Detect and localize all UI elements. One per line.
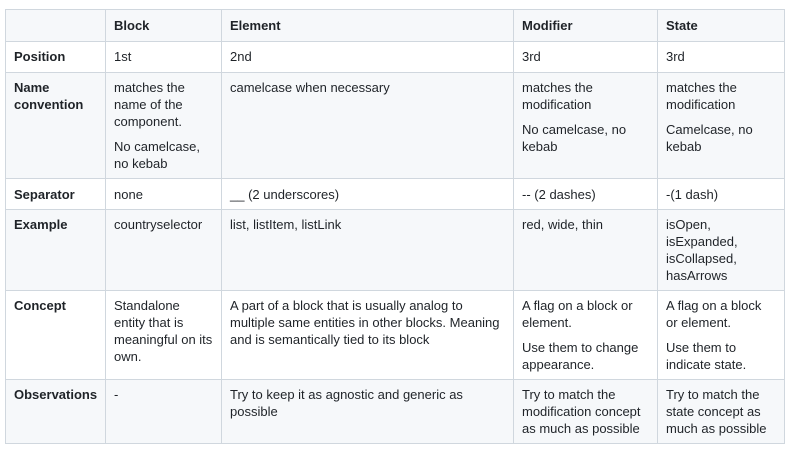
cell-example-state — [658, 210, 785, 291]
cell-observations-modifier — [514, 380, 658, 444]
header-cell-element: Element — [222, 10, 514, 42]
cell-text: A flag on a block or element. — [666, 298, 762, 330]
cell-text: No camelcase, no kebab — [114, 139, 200, 171]
table-row-concept — [6, 291, 785, 380]
cell-name-convention-modifier — [514, 73, 658, 179]
table-row-example — [6, 210, 785, 291]
cell-text: __ (2 underscores) — [230, 187, 340, 202]
table-row-separator — [6, 179, 785, 210]
cell-text: 3rd — [522, 49, 541, 64]
cell-text: No camelcase, no kebab — [522, 122, 627, 154]
row-label-observations: Observations — [6, 380, 106, 444]
cell-observations-state — [658, 380, 785, 444]
cell-text: Try to match the state concept as much as possible — [666, 387, 767, 436]
cell-text: matches the modification — [522, 80, 593, 112]
row-label-concept: Concept — [6, 291, 106, 380]
cell-separator-modifier — [514, 179, 658, 210]
cell-text: none — [114, 187, 143, 202]
cell-separator-block — [106, 179, 222, 210]
cell-position-element — [222, 42, 514, 73]
row-label-name-convention: Name convention — [6, 73, 106, 179]
cell-text: 1st — [114, 49, 132, 64]
cell-text: matches the name of the component. — [114, 80, 185, 129]
header-cell-state: State — [658, 10, 785, 42]
cell-text: isOpen, isExpanded, isCollapsed, hasArrows — [666, 217, 738, 283]
table-row-name-convention — [6, 73, 785, 179]
cell-text: A flag on a block or element. — [522, 298, 633, 330]
cell-text: countryselector — [114, 217, 203, 232]
cell-text: Camelcase, no kebab — [666, 122, 753, 154]
row-label-example: Example — [6, 210, 106, 291]
cell-text: list, listItem, listLink — [230, 217, 342, 232]
cell-observations-block — [106, 380, 222, 444]
cell-example-block — [106, 210, 222, 291]
cell-position-state — [658, 42, 785, 73]
row-label-position: Position — [6, 42, 106, 73]
header-cell-block: Block — [106, 10, 222, 42]
cell-text: Use them to change appearance. — [522, 340, 639, 372]
cell-text: -- (2 dashes) — [522, 187, 596, 202]
cell-text: Try to match the modification concept as much as possible — [522, 387, 641, 436]
cell-text: 3rd — [666, 49, 685, 64]
table-row-observations — [6, 380, 785, 444]
cell-name-convention-block — [106, 73, 222, 179]
bem-table-container — [5, 9, 785, 444]
header-cell-corner — [6, 10, 106, 42]
cell-position-modifier — [514, 42, 658, 73]
table-row-position — [6, 42, 785, 73]
cell-text: Standalone entity that is meaningful on its own. — [114, 298, 213, 364]
cell-position-block — [106, 42, 222, 73]
row-label-separator: Separator — [6, 179, 106, 210]
cell-text: Use them to indicate state. — [666, 340, 747, 372]
cell-text: red, wide, thin — [522, 217, 603, 232]
cell-example-modifier — [514, 210, 658, 291]
cell-name-convention-element — [222, 73, 514, 179]
cell-text: matches the modification — [666, 80, 737, 112]
cell-example-element — [222, 210, 514, 291]
table-header-row — [6, 10, 785, 42]
cell-text: -(1 dash) — [666, 187, 719, 202]
cell-name-convention-state — [658, 73, 785, 179]
cell-concept-block — [106, 291, 222, 380]
header-cell-modifier: Modifier — [514, 10, 658, 42]
cell-observations-element — [222, 380, 514, 444]
bem-naming-table — [5, 9, 785, 444]
cell-concept-element — [222, 291, 514, 380]
cell-text: Try to keep it as agnostic and generic as possible — [230, 387, 463, 419]
cell-text: 2nd — [230, 49, 252, 64]
cell-text: camelcase when necessary — [230, 80, 390, 95]
cell-separator-element — [222, 179, 514, 210]
cell-text: A part of a block that is usually analog to multiple same entities in other blocks. Meaning and is semantically tied to its block — [230, 298, 500, 347]
cell-separator-state — [658, 179, 785, 210]
cell-concept-modifier — [514, 291, 658, 380]
cell-concept-state — [658, 291, 785, 380]
cell-text: - — [114, 387, 119, 402]
